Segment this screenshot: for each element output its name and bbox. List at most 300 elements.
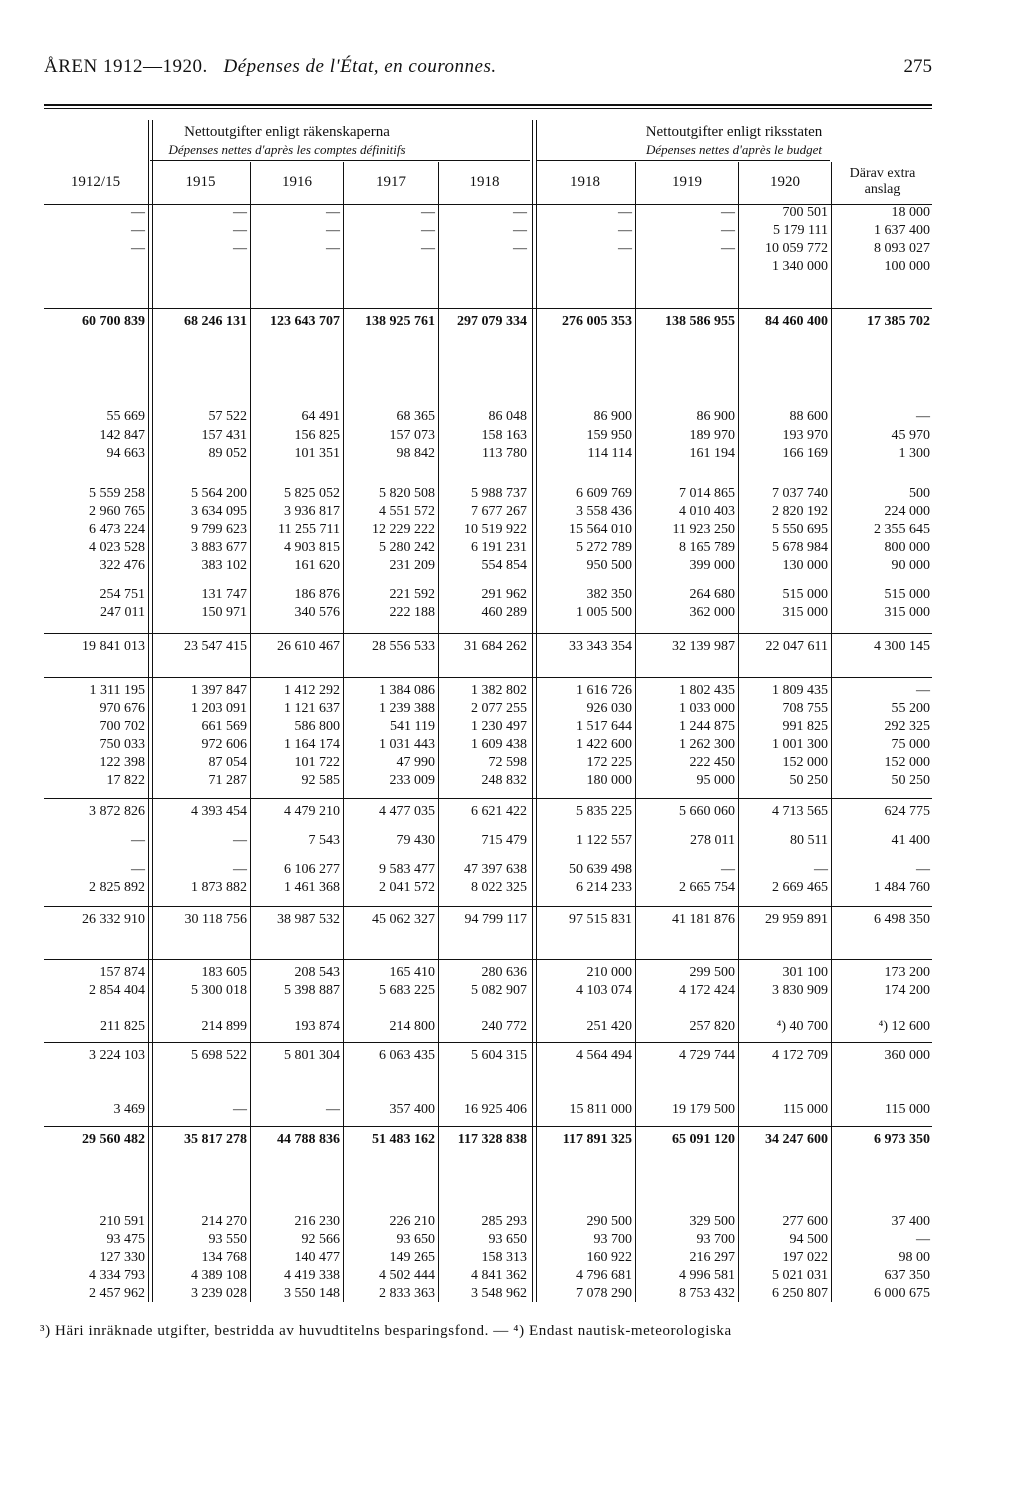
table-cell: 88 600 xyxy=(789,409,828,424)
table-cell: 216 297 xyxy=(689,1250,735,1265)
table-cell: 158 163 xyxy=(481,428,527,443)
table-cell: 16 925 406 xyxy=(464,1102,527,1117)
table-cell: 60 700 839 xyxy=(82,314,145,329)
table-cell: 140 477 xyxy=(294,1250,340,1265)
budget-group-rule xyxy=(536,160,830,161)
table-cell: 340 576 xyxy=(294,605,340,620)
table-cell: — xyxy=(721,223,735,238)
table-cell: 114 114 xyxy=(587,446,632,461)
table-cell: 86 900 xyxy=(696,409,735,424)
table-cell: — xyxy=(233,862,247,877)
table-cell: 6 000 675 xyxy=(874,1286,930,1301)
table-cell: 115 000 xyxy=(885,1102,930,1117)
table-cell: 4 010 403 xyxy=(679,504,735,519)
table-cell: — xyxy=(131,241,145,256)
table-cell: 10 059 772 xyxy=(765,241,828,256)
table-cell: 157 073 xyxy=(389,428,435,443)
table-cell: — xyxy=(513,205,527,220)
row-separator xyxy=(44,798,932,799)
table-cell: 122 398 xyxy=(99,755,145,770)
table-cell: 7 014 865 xyxy=(679,486,735,501)
footnote: ³) Häri inräknade utgifter, bestridda av huvudtitelns besparingsfond. — ⁴) Endast nautisk-meteorologiska xyxy=(40,1323,732,1339)
table-cell: 541 119 xyxy=(390,719,435,734)
table-cell: 47 397 638 xyxy=(464,862,527,877)
table-cell: 131 747 xyxy=(201,587,247,602)
running-head xyxy=(44,56,497,78)
table-cell: 362 000 xyxy=(689,605,735,620)
table-cell: 2 669 465 xyxy=(772,880,828,895)
table-cell: — xyxy=(618,223,632,238)
table-cell: 233 009 xyxy=(389,773,435,788)
page-title: Dépenses de l'État, en couronnes. xyxy=(223,56,497,77)
table-cell: 7 078 290 xyxy=(576,1286,632,1301)
table-cell: 10 519 922 xyxy=(464,522,527,537)
table-cell: 5 604 315 xyxy=(471,1048,527,1063)
table-cell: 160 922 xyxy=(586,1250,632,1265)
table-cell: 193 970 xyxy=(782,428,828,443)
table-cell: 117 328 838 xyxy=(457,1132,527,1147)
table-cell: 322 476 xyxy=(99,558,145,573)
row-separator xyxy=(44,1126,932,1127)
table-cell: 72 598 xyxy=(488,755,527,770)
column-divider xyxy=(635,162,636,1302)
table-cell: 8 753 432 xyxy=(679,1286,735,1301)
table-cell: — xyxy=(326,241,340,256)
accounts-group-rule xyxy=(150,160,530,161)
table-cell: 1 005 500 xyxy=(576,605,632,620)
table-cell: 290 500 xyxy=(586,1214,632,1229)
table-cell: 3 872 826 xyxy=(89,804,145,819)
table-cell: 11 923 250 xyxy=(672,522,735,537)
table-cell: 87 054 xyxy=(208,755,247,770)
row-separator xyxy=(44,308,932,309)
table-cell: 214 899 xyxy=(201,1019,247,1034)
table-cell: 6 498 350 xyxy=(874,912,930,927)
table-cell: 138 586 955 xyxy=(665,314,735,329)
accounts-group-subtitle: Dépenses nettes d'après les comptes définitifs xyxy=(168,142,406,157)
table-cell: 3 634 095 xyxy=(191,504,247,519)
table-cell: 554 854 xyxy=(481,558,527,573)
row-separator xyxy=(44,959,932,960)
budget-group-subtitle: Dépenses nettes d'après le budget xyxy=(645,142,823,157)
table-cell: 4 419 338 xyxy=(284,1268,340,1283)
table-cell: 5 801 304 xyxy=(284,1048,340,1063)
table-cell: — xyxy=(233,1102,247,1117)
table-cell: 138 925 761 xyxy=(365,314,435,329)
table-cell: 4 903 815 xyxy=(284,540,340,555)
table-cell: — xyxy=(233,205,247,220)
table-cell: 291 962 xyxy=(481,587,527,602)
table-cell: 515 000 xyxy=(884,587,930,602)
table-cell: 90 000 xyxy=(891,558,930,573)
running-head-label: ÅREN xyxy=(44,56,98,77)
table-cell: 5 082 907 xyxy=(471,983,527,998)
table-cell: 4 796 681 xyxy=(576,1268,632,1283)
table-cell: 4 477 035 xyxy=(379,804,435,819)
table-cell: ⁴) 12 600 xyxy=(878,1019,930,1034)
table-cell: 2 355 645 xyxy=(874,522,930,537)
table-cell: 257 820 xyxy=(689,1019,735,1034)
table-cell: 1 484 760 xyxy=(874,880,930,895)
table-cell: 180 000 xyxy=(586,773,632,788)
table-cell: 1 412 292 xyxy=(284,683,340,698)
table-cell: 157 874 xyxy=(99,965,145,980)
table-cell: 15 811 000 xyxy=(569,1102,632,1117)
table-cell: 715 479 xyxy=(481,833,527,848)
table-cell: — xyxy=(916,683,930,698)
table-cell: 4 713 565 xyxy=(772,804,828,819)
table-cell: 3 239 028 xyxy=(191,1286,247,1301)
table-cell: — xyxy=(814,862,828,877)
table-cell: 970 676 xyxy=(99,701,145,716)
table-cell: 6 973 350 xyxy=(874,1132,930,1147)
table-cell: 248 832 xyxy=(481,773,527,788)
table-cell: 38 987 532 xyxy=(277,912,340,927)
table-cell: 700 501 xyxy=(782,205,828,220)
table-cell: 4 502 444 xyxy=(379,1268,435,1283)
table-cell: 1 422 600 xyxy=(576,737,632,752)
table-cell: 2 077 255 xyxy=(471,701,527,716)
table-cell: 173 200 xyxy=(884,965,930,980)
table-cell: 8 165 789 xyxy=(679,540,735,555)
table-cell: 26 332 910 xyxy=(82,912,145,927)
table-cell: — xyxy=(513,241,527,256)
table-cell: 93 700 xyxy=(696,1232,735,1247)
table-cell: 5 272 789 xyxy=(576,540,632,555)
table-cell: — xyxy=(721,205,735,220)
row-separator xyxy=(44,677,932,678)
table-cell: 2 820 192 xyxy=(772,504,828,519)
table-cell: 51 483 162 xyxy=(372,1132,435,1147)
table-cell: 158 313 xyxy=(481,1250,527,1265)
table-cell: 247 011 xyxy=(100,605,145,620)
table-cell: 950 500 xyxy=(586,558,632,573)
table-cell: 285 293 xyxy=(481,1214,527,1229)
table-cell: 2 665 754 xyxy=(679,880,735,895)
table-cell: 7 037 740 xyxy=(772,486,828,501)
table-cell: 115 000 xyxy=(783,1102,828,1117)
table-cell: 1 873 882 xyxy=(191,880,247,895)
table-cell: 221 592 xyxy=(389,587,435,602)
table-cell: 216 230 xyxy=(294,1214,340,1229)
column-divider xyxy=(738,162,739,1302)
table-cell: 700 702 xyxy=(99,719,145,734)
table-cell: 2 854 404 xyxy=(89,983,145,998)
column-header: 1916 xyxy=(282,174,312,190)
table-cell: 6 063 435 xyxy=(379,1048,435,1063)
table-cell: 624 775 xyxy=(884,804,930,819)
table-cell: 6 250 807 xyxy=(772,1286,828,1301)
table-cell: 93 550 xyxy=(208,1232,247,1247)
table-cell: 1 517 644 xyxy=(576,719,632,734)
column-divider xyxy=(250,162,251,1302)
table-cell: 93 650 xyxy=(488,1232,527,1247)
table-cell: 301 100 xyxy=(782,965,828,980)
table-cell: 4 103 074 xyxy=(576,983,632,998)
table-cell: 9 583 477 xyxy=(379,862,435,877)
table-cell: 224 000 xyxy=(884,504,930,519)
table-cell: 45 970 xyxy=(891,428,930,443)
table-cell: 32 139 987 xyxy=(672,639,735,654)
table-cell: 11 255 711 xyxy=(278,522,340,537)
table-cell: 64 491 xyxy=(301,409,340,424)
page-header xyxy=(44,56,932,84)
table-cell: 6 191 231 xyxy=(471,540,527,555)
table-cell: 1 244 875 xyxy=(679,719,735,734)
table-cell: — xyxy=(721,862,735,877)
table-cell: 134 768 xyxy=(201,1250,247,1265)
table-cell: 210 591 xyxy=(99,1214,145,1229)
column-header: 1917 xyxy=(376,174,406,190)
table-cell: 97 515 831 xyxy=(569,912,632,927)
table-cell: 174 200 xyxy=(884,983,930,998)
table-cell: 276 005 353 xyxy=(562,314,632,329)
table-cell: 1 121 637 xyxy=(284,701,340,716)
table-cell: 50 639 498 xyxy=(569,862,632,877)
table-cell: 222 450 xyxy=(689,755,735,770)
table-cell: 222 188 xyxy=(389,605,435,620)
table-cell: 197 022 xyxy=(782,1250,828,1265)
table-cell: 4 300 145 xyxy=(874,639,930,654)
table-cell: 98 842 xyxy=(396,446,435,461)
table-cell: 22 047 611 xyxy=(765,639,828,654)
table-cell: 972 606 xyxy=(201,737,247,752)
table-cell: 1 001 300 xyxy=(772,737,828,752)
column-header: 1920 xyxy=(770,174,800,190)
table-cell: 315 000 xyxy=(884,605,930,620)
table-cell: 84 460 400 xyxy=(765,314,828,329)
column-header: 1918 xyxy=(469,174,500,190)
table-cell: 9 799 623 xyxy=(191,522,247,537)
table-cell: 5 559 258 xyxy=(89,486,145,501)
table-cell: 3 558 436 xyxy=(576,504,632,519)
table-cell: 5 683 225 xyxy=(379,983,435,998)
table-cell: 130 000 xyxy=(782,558,828,573)
table-cell: 161 620 xyxy=(294,558,340,573)
table-cell: 4 479 210 xyxy=(284,804,340,819)
table-cell: 3 830 909 xyxy=(772,983,828,998)
table-cell: 4 334 793 xyxy=(89,1268,145,1283)
table-cell: — xyxy=(131,205,145,220)
table-cell: 5 835 225 xyxy=(576,804,632,819)
table-cell: 1 397 847 xyxy=(191,683,247,698)
table-cell: 210 000 xyxy=(586,965,632,980)
table-cell: 35 817 278 xyxy=(184,1132,247,1147)
table-cell: 5 021 031 xyxy=(772,1268,828,1283)
table-cell: 991 825 xyxy=(782,719,828,734)
table-cell: 208 543 xyxy=(294,965,340,980)
table-cell: 1 311 195 xyxy=(89,683,145,698)
table-cell: 159 950 xyxy=(586,428,632,443)
table-cell: 1 461 368 xyxy=(284,880,340,895)
table-cell: 5 825 052 xyxy=(284,486,340,501)
table-cell: 226 210 xyxy=(389,1214,435,1229)
table-cell: — xyxy=(421,205,435,220)
table-cell: — xyxy=(326,223,340,238)
table-cell: 172 225 xyxy=(586,755,632,770)
table-cell: 93 700 xyxy=(593,1232,632,1247)
table-cell: 299 500 xyxy=(689,965,735,980)
column-header: 1919 xyxy=(672,174,702,190)
table-cell: 57 522 xyxy=(208,409,247,424)
table-cell: 55 200 xyxy=(891,701,930,716)
table-cell: — xyxy=(233,833,247,848)
top-rule xyxy=(44,104,932,106)
table-cell: — xyxy=(916,409,930,424)
table-cell: 586 800 xyxy=(294,719,340,734)
row-separator xyxy=(44,906,932,907)
table-cell: 94 500 xyxy=(789,1232,828,1247)
table-cell: 2 833 363 xyxy=(379,1286,435,1301)
table-cell: 92 585 xyxy=(301,773,340,788)
table-cell: 5 550 695 xyxy=(772,522,828,537)
row-separator xyxy=(44,633,932,634)
top-rule-thin xyxy=(44,108,932,109)
table-cell: 4 389 108 xyxy=(191,1268,247,1283)
table-cell: 29 959 891 xyxy=(765,912,828,927)
table-cell: 68 365 xyxy=(396,409,435,424)
budget-group-title: Nettoutgifter enligt riksstaten xyxy=(645,124,823,140)
table-cell: 55 669 xyxy=(106,409,145,424)
table-cell: 1 340 000 xyxy=(772,259,828,274)
table-cell: 5 660 060 xyxy=(679,804,735,819)
table-cell: 6 609 769 xyxy=(576,486,632,501)
table-cell: 30 118 756 xyxy=(184,912,247,927)
table-cell: 6 621 422 xyxy=(471,804,527,819)
table-cell: — xyxy=(421,223,435,238)
table-cell: — xyxy=(131,862,145,877)
table-cell: 383 102 xyxy=(201,558,247,573)
table-cell: 4 564 494 xyxy=(576,1048,632,1063)
table-cell: 750 033 xyxy=(99,737,145,752)
table-cell: 231 209 xyxy=(389,558,435,573)
table-cell: 92 566 xyxy=(301,1232,340,1247)
table-cell: 2 041 572 xyxy=(379,880,435,895)
table-cell: — xyxy=(618,241,632,256)
column-header: 1918 xyxy=(570,174,600,190)
table-cell: 93 475 xyxy=(106,1232,145,1247)
table-cell: 17 385 702 xyxy=(867,314,930,329)
table-cell: 399 000 xyxy=(689,558,735,573)
table-cell: 117 891 325 xyxy=(562,1132,632,1147)
table-cell: 315 000 xyxy=(782,605,828,620)
table-cell: 3 883 677 xyxy=(191,540,247,555)
table-cell: 183 605 xyxy=(201,965,247,980)
table-cell: 460 289 xyxy=(481,605,527,620)
table-cell: 23 547 415 xyxy=(184,639,247,654)
table-cell: 65 091 120 xyxy=(672,1132,735,1147)
table-cell: 4 841 362 xyxy=(471,1268,527,1283)
table-cell: 2 457 962 xyxy=(89,1286,145,1301)
table-cell: 5 678 984 xyxy=(772,540,828,555)
table-cell: 1 637 400 xyxy=(874,223,930,238)
table-cell: 149 265 xyxy=(389,1250,435,1265)
table-cell: 6 473 224 xyxy=(89,522,145,537)
table-cell: 5 564 200 xyxy=(191,486,247,501)
table-cell: 28 556 533 xyxy=(372,639,435,654)
table-cell: 1 809 435 xyxy=(772,683,828,698)
table-cell: 1 802 435 xyxy=(679,683,735,698)
table-cell: 4 393 454 xyxy=(191,804,247,819)
table-cell: 94 799 117 xyxy=(464,912,527,927)
table-cell: 5 820 508 xyxy=(379,486,435,501)
table-cell: 637 350 xyxy=(884,1268,930,1283)
table-cell: 1 033 000 xyxy=(679,701,735,716)
table-cell: 93 650 xyxy=(396,1232,435,1247)
table-cell: 1 230 497 xyxy=(471,719,527,734)
column-divider xyxy=(438,162,439,1302)
table-cell: 19 841 013 xyxy=(82,639,145,654)
table-cell: — xyxy=(421,241,435,256)
table-cell: 211 825 xyxy=(100,1019,145,1034)
table-cell: 3 936 817 xyxy=(284,504,340,519)
table-cell: 29 560 482 xyxy=(82,1132,145,1147)
table-cell: — xyxy=(326,205,340,220)
table-cell: 41 181 876 xyxy=(672,912,735,927)
table-cell: 98 00 xyxy=(898,1250,930,1265)
table-cell: 44 788 836 xyxy=(277,1132,340,1147)
table-cell: 189 970 xyxy=(689,428,735,443)
table-cell: 297 079 334 xyxy=(457,314,527,329)
table-cell: 4 996 581 xyxy=(679,1268,735,1283)
table-cell: 264 680 xyxy=(689,587,735,602)
table-cell: 661 569 xyxy=(201,719,247,734)
table-cell: 3 224 103 xyxy=(89,1048,145,1063)
table-cell: — xyxy=(513,223,527,238)
table-cell: 214 800 xyxy=(389,1019,435,1034)
table-cell: 41 400 xyxy=(891,833,930,848)
table-cell: 382 350 xyxy=(586,587,632,602)
table-cell: 17 822 xyxy=(106,773,145,788)
table-cell: 186 876 xyxy=(294,587,340,602)
table-cell: — xyxy=(916,1232,930,1247)
accounts-group-title: Nettoutgifter enligt räkenskaperna xyxy=(184,124,390,140)
table-cell: 47 990 xyxy=(396,755,435,770)
table-cell: 3 469 xyxy=(113,1102,145,1117)
table-cell: 357 400 xyxy=(389,1102,435,1117)
table-cell: 240 772 xyxy=(481,1019,527,1034)
table-cell: 100 000 xyxy=(884,259,930,274)
table-cell: 515 000 xyxy=(782,587,828,602)
table-cell: 5 398 887 xyxy=(284,983,340,998)
table-cell: 1 203 091 xyxy=(191,701,247,716)
table-cell: 6 106 277 xyxy=(284,862,340,877)
table-cell: 8 093 027 xyxy=(874,241,930,256)
table-cell: 7 543 xyxy=(308,833,340,848)
table-cell: 280 636 xyxy=(481,965,527,980)
table-cell: 150 971 xyxy=(201,605,247,620)
table-cell: 142 847 xyxy=(99,428,145,443)
table-cell: — xyxy=(131,223,145,238)
table-cell: 12 229 222 xyxy=(372,522,435,537)
table-cell: 156 825 xyxy=(294,428,340,443)
table-cell: 2 960 765 xyxy=(89,504,145,519)
table-cell: 1 300 xyxy=(898,446,930,461)
table-cell: 45 062 327 xyxy=(372,912,435,927)
table-cell: 89 052 xyxy=(208,446,247,461)
table-cell: 1 609 438 xyxy=(471,737,527,752)
page-number: 275 xyxy=(903,56,932,77)
table-cell: 254 751 xyxy=(99,587,145,602)
table-cell: 1 382 802 xyxy=(471,683,527,698)
table-cell: ⁴) 40 700 xyxy=(776,1019,828,1034)
table-cell: 86 048 xyxy=(488,409,527,424)
table-cell: 2 825 892 xyxy=(89,880,145,895)
table-cell: 34 247 600 xyxy=(765,1132,828,1147)
table-cell: 4 172 709 xyxy=(772,1048,828,1063)
table-cell: 4 172 424 xyxy=(679,983,735,998)
table-cell: 71 287 xyxy=(208,773,247,788)
